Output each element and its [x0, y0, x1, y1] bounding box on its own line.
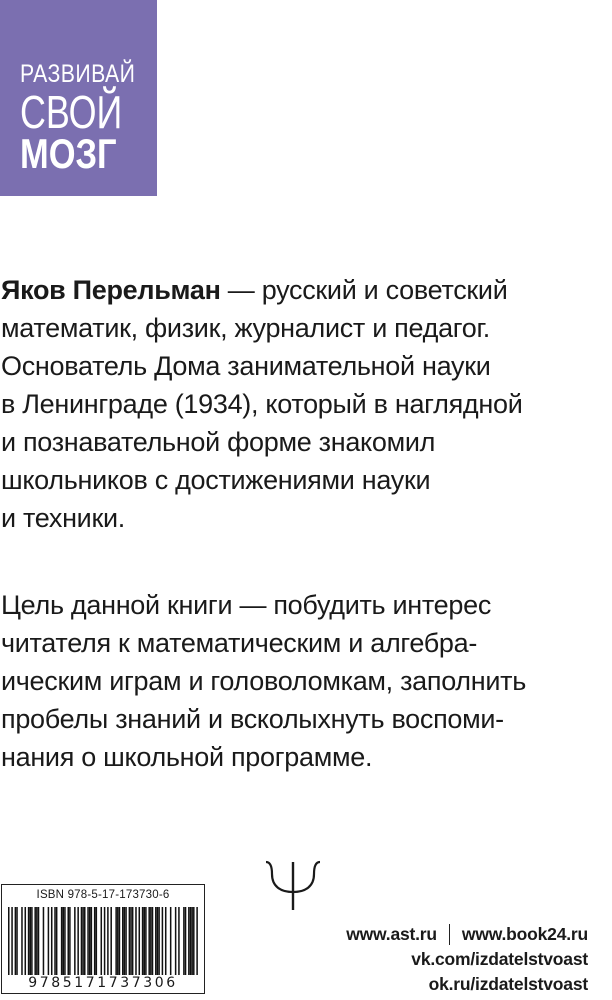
link-ast[interactable]: www.ast.ru — [346, 924, 437, 944]
series-badge — [0, 0, 157, 196]
series-title-line1: РАЗВИВАЙ — [20, 60, 136, 88]
book-purpose-line: нания о школьной программе. — [1, 742, 373, 772]
author-bio-line: Основатель Дома занимательной науки — [1, 351, 491, 381]
barcode-bars — [8, 907, 198, 975]
psi-icon — [262, 858, 324, 917]
series-title-line2: СВОЙ — [20, 86, 123, 138]
barcode — [1, 884, 205, 994]
author-bio-line: и техники. — [1, 503, 125, 533]
link-separator — [449, 924, 450, 945]
series-title-line3: МОЗГ — [20, 130, 117, 177]
author-bio-line: и познавательной форме знакомил — [1, 427, 436, 457]
book-purpose-line: Цель данной книги — побудить интерес — [1, 590, 492, 620]
book-purpose-line: ическим играм и головоломкам, заполнить — [1, 666, 526, 696]
book-purpose-line: читателя к математическим и алгебра- — [1, 628, 478, 658]
link-book24[interactable]: www.book24.ru — [461, 924, 588, 944]
author-bio-line: математик, физик, журналист и педагог. — [1, 313, 490, 343]
author-bio — [0, 271, 612, 537]
book-purpose-line: пробелы знаний и всколыхнуть воспоми- — [1, 704, 504, 734]
author-bio-line: в Ленинграде (1934), который в наглядной — [1, 389, 523, 419]
link-ok[interactable]: ok.ru/izdatelstvoast — [428, 974, 588, 994]
barcode-digits: 9785171737306 — [28, 975, 178, 991]
author-bio-line1-rest: — русский и советский — [220, 275, 508, 305]
author-bio-line — [0, 271, 612, 309]
author-bio-line: школьников с достижениями науки — [1, 465, 431, 495]
isbn-number: ISBN 978-5-17-173730-6 — [36, 889, 170, 901]
book-purpose — [0, 586, 612, 776]
link-vk[interactable]: vk.com/izdatelstvoast — [411, 949, 588, 969]
author-name: Яков Перельман — [1, 275, 221, 305]
publisher-links — [346, 922, 588, 997]
